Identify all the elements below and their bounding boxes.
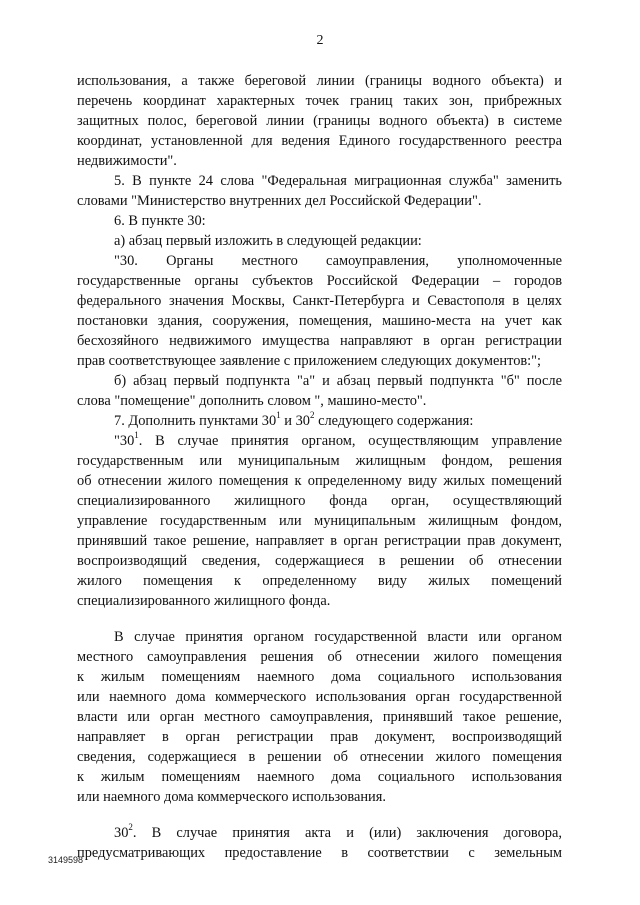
text-line: или наемного дома коммерческого использования орган государственной [77, 689, 562, 705]
text-line-with-superscript [77, 431, 562, 451]
superscript: 1 [134, 431, 139, 441]
superscript: 1 [276, 411, 281, 421]
text-line: об отнесении жилого помещения к определенному виду жилых помещений [77, 473, 562, 489]
text-line: недвижимости". [77, 153, 177, 169]
page-number: 2 [316, 33, 324, 48]
text-line: использования, а также береговой линии (границы водного объекта) и [77, 73, 562, 89]
text-line: федерального значения Москвы, Санкт-Петербурга и Севастополя в целях [77, 293, 562, 309]
text-line: сведения, содержащиеся в решении об отнесении жилого помещения [77, 749, 562, 765]
text-line: предусматривающих предоставление в соответствии с земельным [77, 845, 562, 861]
text-line: словами "Министерство внутренних дел Российской Федерации". [77, 193, 482, 209]
text-line: защитных полос, береговой линии (границы водного объекта) в системе [77, 113, 562, 129]
document-code: 3149598 [48, 855, 84, 865]
text-line: прав соответствующее заявление с приложением следующих документов:"; [77, 353, 542, 369]
text-fragment: 7. Дополнить пунктами 30 [114, 413, 277, 429]
text-line: б) абзац первый подпункта "а" и абзац первый подпункта "б" после [114, 373, 562, 389]
text-line: специализированного жилищного фонда. [77, 593, 331, 609]
superscript: 2 [128, 823, 133, 833]
text-line: к жилым помещениям наемного дома социального использования [77, 769, 562, 785]
text-line-with-superscript [77, 823, 562, 843]
text-fragment: "30 [114, 433, 135, 449]
text-line: бесхозяйного недвижимого имущества направляют в орган регистрации [77, 333, 562, 349]
text-line: В случае принятия органом государственной власти или органом [114, 629, 562, 645]
text-line: государственным или муниципальным жилищным фондом, решения [77, 453, 562, 469]
text-fragment: и 30 [280, 413, 310, 429]
text-line: координат, установленной для ведения Единого государственного реестра [77, 133, 562, 149]
text-line: перечень координат характерных точек границ таких зон, прибрежных [77, 93, 562, 109]
text-fragment: . В случае принятия акта и (или) заключения договора, [132, 825, 562, 841]
text-line: 5. В пункте 24 слова "Федеральная миграционная служба" заменить [114, 173, 562, 189]
text-line: постановки здания, сооружения, помещения, машино-места на учет как [77, 313, 562, 329]
text-line: местного самоуправления решения об отнесении жилого помещения [77, 649, 562, 665]
text-fragment: . В случае принятия органом, осуществляющим управление [138, 433, 562, 449]
text-line-with-superscripts [77, 411, 562, 431]
text-line: или наемного дома коммерческого использования. [77, 789, 386, 805]
text-line: а) абзац первый изложить в следующей редакции: [114, 233, 422, 249]
text-line: жилого помещения к определенному виду жилых помещений [77, 573, 562, 589]
text-line: слова "помещение" дополнить словом ", машино-место". [77, 393, 427, 409]
text-line: власти или орган местного самоуправления, принявший такое решение, [77, 709, 562, 725]
superscript: 2 [310, 411, 315, 421]
text-line: принявший такое решение, направляет в орган регистрации прав документ, [77, 533, 562, 549]
document-body [77, 71, 562, 863]
text-line: к жилым помещениям наемного дома социального использования [77, 669, 562, 685]
text-line: государственные органы субъектов Российской Федерации – городов [77, 273, 562, 289]
text-line: 6. В пункте 30: [114, 213, 206, 229]
text-line: управление государственным или муниципальным жилищным фондом, [77, 513, 562, 529]
text-line: специализированного жилищного фонда орган, осуществляющий [77, 493, 562, 509]
text-fragment: следующего содержания: [314, 413, 474, 429]
text-fragment: 30 [114, 825, 129, 841]
text-line: воспроизводящий сведения, содержащиеся в решении об отнесении [77, 553, 562, 569]
text-line: направляет в орган регистрации прав документ, воспроизводящий [77, 729, 562, 745]
text-line: "30. Органы местного самоуправления, уполномоченные [114, 253, 562, 269]
